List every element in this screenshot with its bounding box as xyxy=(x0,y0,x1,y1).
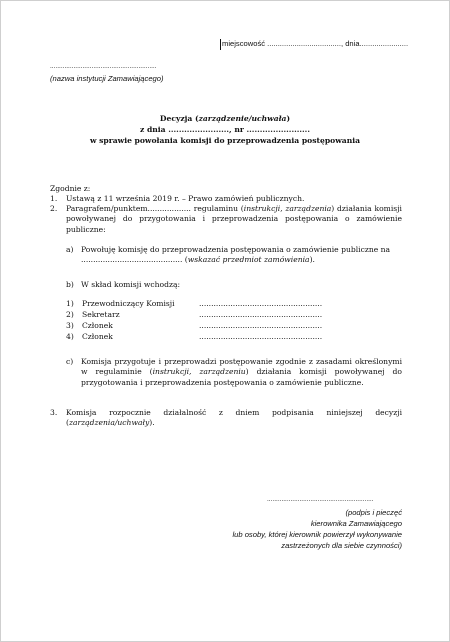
place-date-line: miejscowość ..................................., dnia....................... xyxy=(222,39,409,48)
member-2-role: Sekretarz xyxy=(82,310,120,319)
member-4-dots: ................................................... xyxy=(199,332,323,341)
member-2-number: 2) xyxy=(66,310,74,319)
point-b-text: W skład komisji wchodzą: xyxy=(81,280,181,289)
member-1-role: Przewodniczący Komisji xyxy=(82,299,175,308)
signature-line-2: kierownika Zamawiającego xyxy=(310,519,402,528)
intro-text: Zgodnie z: xyxy=(50,184,91,193)
title-date-number: z dnia ......................., nr ........................ xyxy=(140,125,310,134)
item-1-text: Ustawą z 11 września 2019 r. – Prawo zamówień publicznych. xyxy=(66,194,305,203)
point-a-subject: .......................................... (wskazać przedmiot zamówienia). xyxy=(81,255,315,264)
point-a-label: a) xyxy=(66,245,74,254)
member-2-dots: ................................................... xyxy=(199,310,323,319)
member-3-dots: ................................................... xyxy=(199,321,323,330)
member-3-role: Członek xyxy=(82,321,113,330)
member-1-number: 1) xyxy=(66,299,74,308)
item-3-number: 3. xyxy=(50,408,58,417)
item-3-text: Komisja rozpocznie działalność z dniem podpisania niniejszej decyzji (zarządzenia/uchwały). xyxy=(66,408,402,428)
member-1-dots: ................................................... xyxy=(199,299,323,308)
institution-dots: ........................................................... xyxy=(50,63,157,70)
point-a-text: Powołuję komisję do przeprowadzenia postępowania o zamówienie publiczne na xyxy=(81,245,391,254)
signature-line-3: lub osoby, której kierownik powierzył wykonywanie xyxy=(232,530,402,539)
document-title: Decyzja (zarządzenie/uchwała) xyxy=(159,114,291,123)
title-subject: w sprawie powołania komisji do przeprowadzenia postępowania xyxy=(89,136,361,145)
point-c-label: c) xyxy=(66,357,74,366)
point-c-text: Komisja przygotuje i przeprowadzi postępowanie zgodnie z zasadami określonymi w regulaminie (instrukcji, zarządzeniu) działania komisji powoływanej do przygotowania i przeprowadzenia postępowania o zamówienie publiczne. xyxy=(81,357,402,387)
item-2-text: Paragrafem/punktem.................. regulaminu (instrukcji, zarządzenia) działania komisji powoływanej do przygotowania i przeprowadzenia postępowania o zamówienie publiczne: xyxy=(66,204,402,234)
institution-label: (nazwa instytucji Zamawiającego) xyxy=(50,74,164,83)
signature-line-4: zastrzeżonych dla siebie czynności) xyxy=(281,541,402,550)
member-4-role: Członek xyxy=(82,332,113,341)
point-b-label: b) xyxy=(66,280,74,289)
signature-dots: ........................................................... xyxy=(267,496,374,503)
signature-line-1: (podpis i pieczęć xyxy=(345,508,402,517)
text-cursor xyxy=(220,39,221,50)
item-1-number: 1. xyxy=(50,194,58,203)
member-4-number: 4) xyxy=(66,332,74,341)
member-3-number: 3) xyxy=(66,321,74,330)
item-2-number: 2. xyxy=(50,204,58,213)
